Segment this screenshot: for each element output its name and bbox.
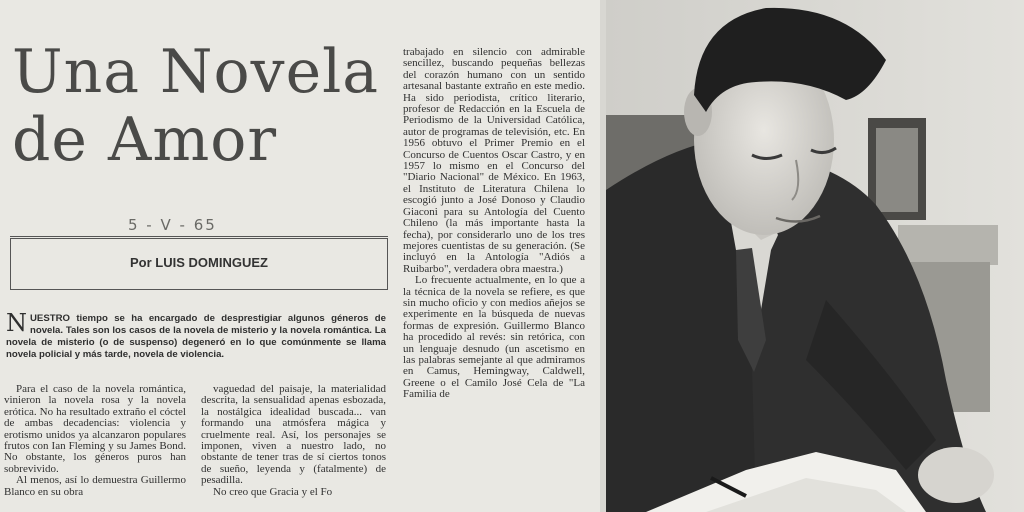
- title-line-2: de Amor: [12, 105, 278, 175]
- column-3-paragraph-1: trabajado en silencio con admirable sencillez, buscando pequeñas bellezas del corazón humano con un sentido artesanal bastante extraño en este medio. Ha sido periodista, crítico literario, profesor de Redacción en la Escuela de Periodismo de la Universidad Católica, autor de programas de televisión, etc. En 1956 obtuvo el Primer Premio en el Concurso de Cuentos Oscar Castro, y en 1957 lo mismo en el Concurso del "Diario Nacional" de México. En 1963, el Instituto de Literatura Chilena lo escogió junto a José Donoso y Claudio Giaconi para su Antología del Cuento Chileno (la más importante hasta la fecha), por considerarlo uno de los tres mejores cuentistas de su generación. (Se incluyó en la Antología "Adiós a Ruibarbo", verdadera obra maestra.): [403, 47, 585, 275]
- lead-paragraph: [6, 309, 386, 361]
- title-line-1: Una Novela: [12, 37, 380, 107]
- author-photograph: [606, 0, 1024, 512]
- column-2-paragraph-2: No creo que Gracia y el Fo: [213, 485, 333, 498]
- byline: Por LUIS DOMINGUEZ: [130, 255, 268, 270]
- handwritten-date: 5 - V - 65: [128, 216, 217, 234]
- column-2-paragraph-1: vaguedad del paisaje, la materialidad descrita, la sensualidad apenas esbozada, la nostálgica idealidad buscada... van formando una atmósfera mágica y cruelmente real. Así, los personajes se imponen, viven a nuestro lado, no obstante de tener tras de sí ciertos tonos de sueño, leyenda y (fatalmente) de pesadilla.: [201, 384, 386, 487]
- photo-background-table: [898, 225, 998, 265]
- column-2: [201, 384, 386, 512]
- column-1-paragraph-2: Al menos, así lo demuestra Guillermo Blanco en su obra: [4, 474, 186, 498]
- column-3: [403, 47, 585, 512]
- lead-text: UESTRO tiempo se ha encargado de desprestigiar algunos géneros de novela. Tales son los casos de la novela de misterio y la novela romántica. La novela de misterio (o de suspenso) degeneró en lo que comúnmente se llama novela policial y más tarde, novela de violencia.: [6, 313, 386, 360]
- article-title: [12, 38, 402, 174]
- byline-box: [10, 238, 388, 290]
- column-1-paragraph-1: Para el caso de la novela romántica, vinieron la novela rosa y la novela erótica. No ha resultado extraño el cóctel de ambas decadencias: violencia y erotismo unidos ya alcanzaron populares frutos con Ian Fleming y su James Bond. No obstante, los géneros puros han sobrevivido.: [4, 384, 186, 475]
- photo-hand: [918, 447, 994, 503]
- column-3-paragraph-2: Lo frecuente actualmente, en lo que a la técnica de la novela se refiere, es que sin mucho oficio y con medios añejos se experimente en la búsqueda de nuevas formas de expresión. Guillermo Blanco ha procedido al revés: sin retórica, con un lenguaje desnudo (un ascetismo en las palabras semejante al que admiramos en Camus, Hemingway, Caldwell, Greene o el Camilo José Cela de "La Familia de: [403, 274, 585, 401]
- drop-cap: N: [6, 309, 27, 337]
- column-1: [4, 384, 186, 512]
